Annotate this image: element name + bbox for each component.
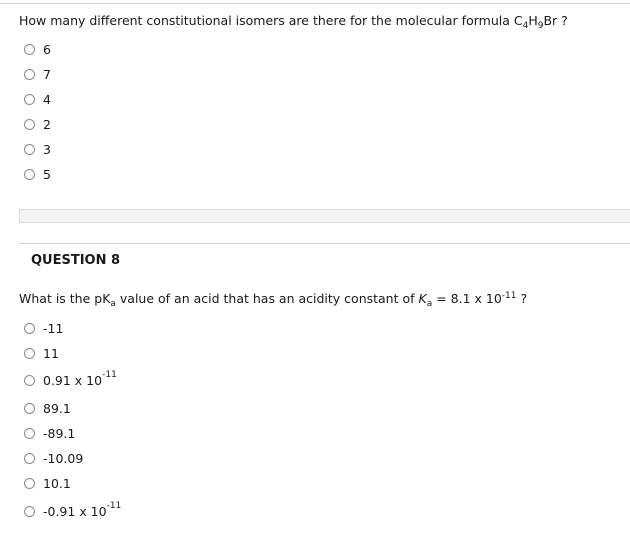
q7-option-5[interactable]: 5 — [24, 164, 51, 184]
q8-option-3[interactable]: 0.91 x 10 -11 — [24, 370, 117, 390]
radio-button[interactable] — [24, 119, 35, 130]
radio-button[interactable] — [24, 44, 35, 55]
radio-button[interactable] — [24, 453, 35, 464]
radio-button[interactable] — [24, 323, 35, 334]
q8-option-5[interactable]: -89.1 — [24, 423, 75, 443]
q8-option-4[interactable]: 89.1 — [24, 398, 71, 418]
q8-option-6[interactable]: -10.09 — [24, 448, 83, 468]
top-divider — [0, 3, 630, 4]
q8-option-7[interactable]: 10.1 — [24, 473, 71, 493]
radio-button[interactable] — [24, 375, 35, 386]
radio-button[interactable] — [24, 144, 35, 155]
q8-option-8[interactable]: -0.91 x 10 -11 — [24, 501, 121, 521]
q8-option-1[interactable]: -11 — [24, 318, 63, 338]
radio-button[interactable] — [24, 506, 35, 517]
q7-option-7[interactable]: 7 — [24, 64, 51, 84]
q7-option-3[interactable]: 3 — [24, 139, 51, 159]
radio-button[interactable] — [24, 69, 35, 80]
question-7-text: How many different constitutional isomers are there for the molecular formula $C_4H_9Br$ ? — [19, 13, 568, 31]
q8-option-2[interactable]: 11 — [24, 343, 59, 363]
q7-option-6[interactable]: 6 — [24, 39, 51, 59]
section-divider — [19, 243, 630, 244]
radio-button[interactable] — [24, 428, 35, 439]
question-7-footer-border — [19, 209, 630, 223]
q7-option-2[interactable]: 2 — [24, 114, 51, 134]
question-8-text: What is the $pK_a$ value of an acid that has an acidity constant of $K_a = 8.1$ x $10^{-11}$ ? — [19, 291, 528, 309]
radio-button[interactable] — [24, 169, 35, 180]
question-8-title: QUESTION 8 — [31, 253, 121, 268]
q7-option-4[interactable]: 4 — [24, 89, 51, 109]
radio-button[interactable] — [24, 94, 35, 105]
radio-button[interactable] — [24, 403, 35, 414]
radio-button[interactable] — [24, 478, 35, 489]
radio-button[interactable] — [24, 348, 35, 359]
